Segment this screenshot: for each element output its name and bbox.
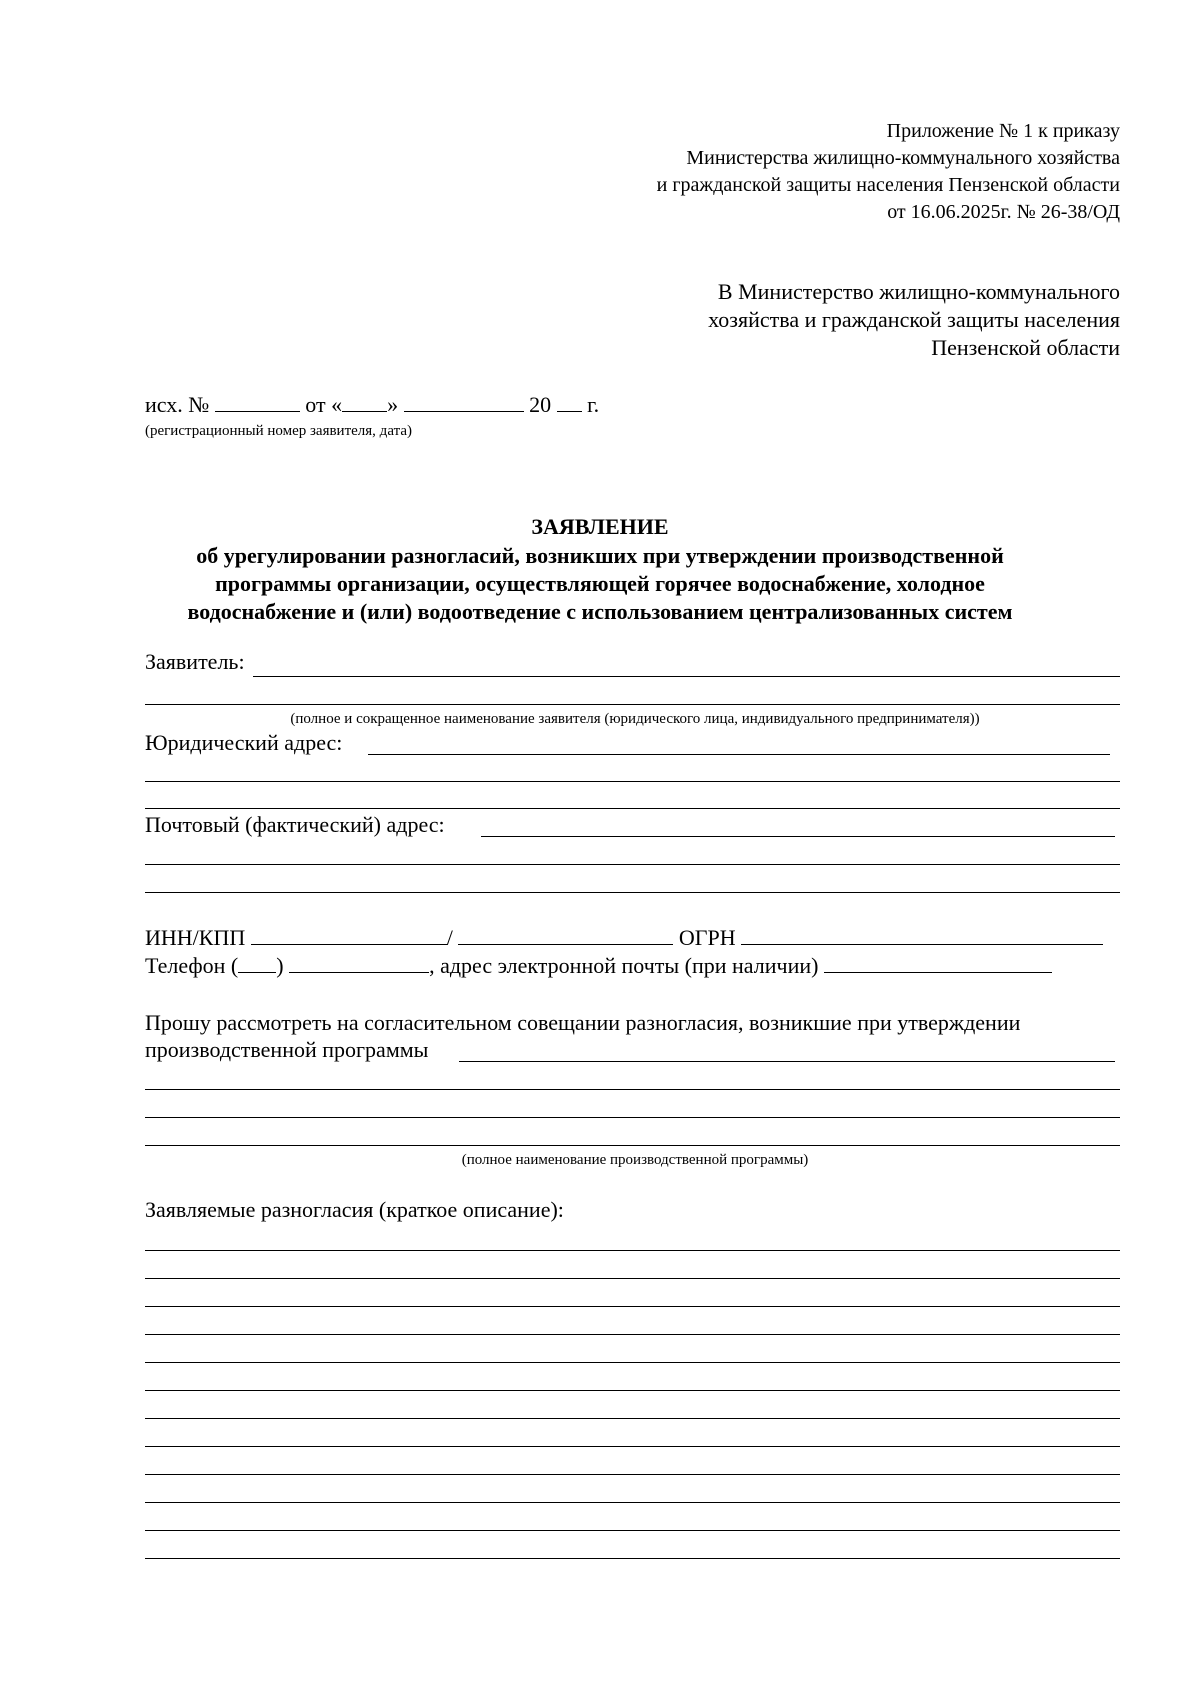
outgoing-number-field[interactable] [215,391,300,412]
ogrn-label: ОГРН [678,925,736,950]
disagreements-line[interactable] [145,1530,1120,1531]
disagreements-line[interactable] [145,1390,1120,1391]
program-field-line4[interactable] [145,1145,1120,1146]
inn-kpp-label: ИНН/КПП [145,925,246,950]
applicant-label: Заявитель: [145,649,245,674]
disagreements-line[interactable] [145,1474,1120,1475]
postal-address-label: Почтовый (фактический) адрес: [145,812,445,837]
outgoing-caption: (регистрационный номер заявителя, дата) [145,423,412,439]
program-field-line2[interactable] [145,1089,1120,1090]
program-caption: (полное наименование производственной программы) [461,1152,809,1168]
disagreements-line[interactable] [145,1250,1120,1251]
legal-address-label: Юридический адрес: [145,730,343,755]
email-label: , адрес электронной почты (при наличии) [429,953,819,978]
ot-label: от « [305,392,343,417]
phone-label: Телефон ( [145,953,239,978]
disagreements-line[interactable] [145,1362,1120,1363]
applicant-field[interactable] [253,676,1120,677]
legal-address-line2[interactable] [145,781,1120,782]
disagreements-label: Заявляемые разногласия (краткое описание): [145,1197,564,1222]
disagreements-line[interactable] [145,1446,1120,1447]
disagreements-line[interactable] [145,1306,1120,1307]
year-prefix: 20 [529,392,552,417]
program-field-line3[interactable] [145,1117,1120,1118]
outgoing-year-field[interactable] [557,391,582,412]
disagreements-line[interactable] [145,1334,1120,1335]
appendix-line: и гражданской защиты населения Пензенской области [656,174,1120,196]
document-title: ЗАЯВЛЕНИЕ [531,514,669,539]
postal-address-line2[interactable] [145,864,1120,865]
phone-code-field[interactable] [238,952,276,973]
addressee-line: хозяйства и гражданской защиты населения [708,307,1120,332]
title-subline: программы организации, осуществляющей горячее водоснабжение, холодное [215,571,985,596]
title-subline: водоснабжение и (или) водоотведение с использованием централизованных систем [187,599,1013,624]
ish-label: исх. № [145,392,210,417]
applicant-field-line2[interactable] [145,704,1120,705]
program-field[interactable] [459,1061,1115,1062]
slash: / [446,925,453,950]
kpp-field[interactable] [458,924,673,945]
appendix-line: от 16.06.2025г. № 26-38/ОД [887,201,1120,223]
postal-address-field[interactable] [481,836,1115,837]
legal-address-field[interactable] [368,754,1110,755]
appendix-line: Министерства жилищно-коммунального хозяйства [686,147,1120,169]
appendix-line: Приложение № 1 к приказу [886,120,1120,142]
phone-row [145,952,1052,980]
email-field[interactable] [824,952,1052,973]
title-subline: об урегулировании разногласий, возникших при утверждении производственной [196,543,1004,568]
addressee-line: В Министерство жилищно-коммунального [717,279,1120,304]
disagreements-line[interactable] [145,1418,1120,1419]
outgoing-month-field[interactable] [404,391,524,412]
outgoing-number-row [145,391,599,419]
ogrn-field[interactable] [741,924,1103,945]
disagreements-line[interactable] [145,1502,1120,1503]
phone-number-field[interactable] [289,952,429,973]
request-line: Прошу рассмотреть на согласительном совещании разногласия, возникшие при утверждении [145,1010,1021,1035]
phone-close: ) [276,953,284,978]
legal-address-line3[interactable] [145,808,1120,809]
disagreements-line[interactable] [145,1278,1120,1279]
inn-field[interactable] [251,924,447,945]
applicant-caption: (полное и сокращенное наименование заявителя (юридического лица, индивидуального предпринимателя)) [290,711,980,727]
year-suffix: г. [587,392,600,417]
inn-kpp-row [145,924,1103,952]
program-label: производственной программы [145,1037,429,1062]
close-quote: » [387,392,399,417]
disagreements-line[interactable] [145,1558,1120,1559]
outgoing-day-field[interactable] [342,391,387,412]
addressee-line: Пензенской области [931,335,1120,360]
postal-address-line3[interactable] [145,892,1120,893]
